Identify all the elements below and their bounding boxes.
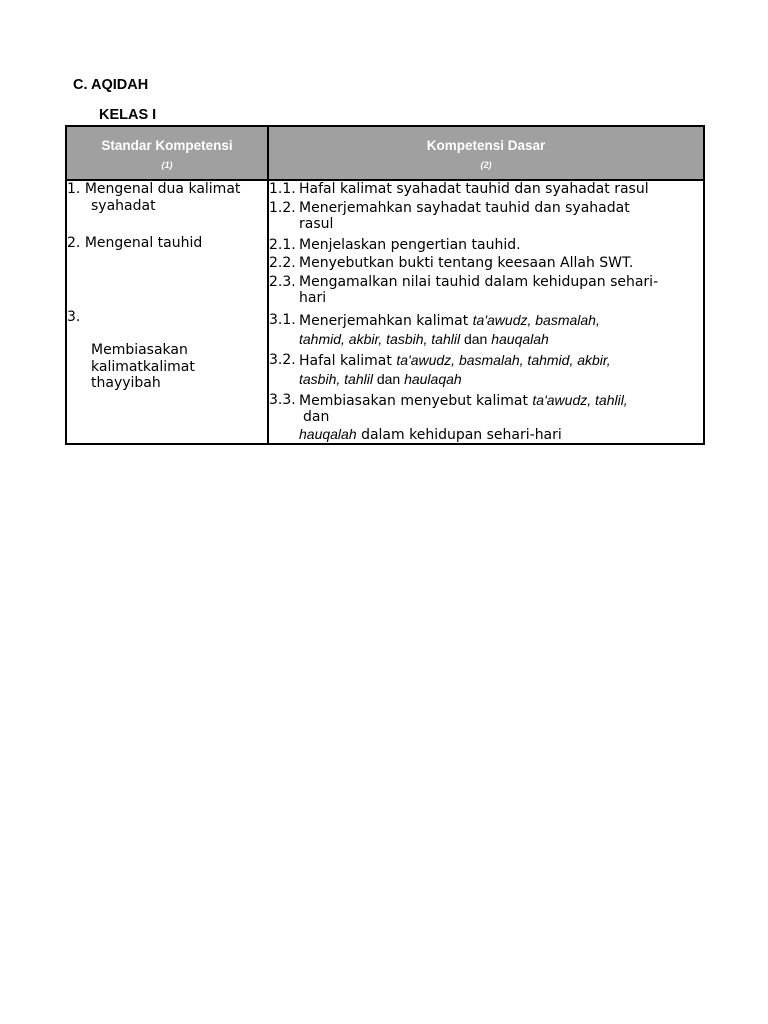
sk-text-cont: syahadat bbox=[91, 197, 156, 214]
kd-item-1-2 bbox=[269, 200, 703, 233]
competency-table bbox=[65, 125, 705, 445]
kd-text: Membiasakan menyebut kalimat ta'awudz, tahlil, bbox=[299, 391, 628, 409]
kd-text: Hafal kalimat syahadat tauhid dan syahadat rasul bbox=[299, 181, 649, 197]
kd-item-2-3 bbox=[269, 274, 703, 307]
kompetensi-dasar-cell bbox=[268, 180, 704, 444]
kd-text-cont: hari bbox=[299, 290, 327, 306]
kd-num: 3.3. bbox=[269, 391, 296, 408]
kd-text: Hafal kalimat ta'awudz, basmalah, tahmid, akbir, bbox=[299, 351, 611, 369]
kd-text-cont: dan bbox=[303, 409, 330, 425]
sk-num: 1. bbox=[67, 181, 81, 197]
kd-num: 3.2. bbox=[269, 351, 296, 368]
sk-text: Membiasakan bbox=[91, 342, 188, 358]
kd-item-1-1 bbox=[269, 181, 703, 198]
kd-text-cont: tasbih, tahlil dan haulaqah bbox=[299, 371, 462, 387]
sk-text-cont: kalimatkalimat bbox=[91, 358, 195, 375]
sk-text: Mengenal tauhid bbox=[84, 235, 203, 251]
kd-text-cont: rasul bbox=[299, 216, 334, 232]
kd-text: Menyebutkan bukti tentang keesaan Allah SWT. bbox=[299, 255, 634, 271]
sk-item-2 bbox=[67, 235, 267, 252]
sk-text-cont: thayyibah bbox=[91, 375, 161, 391]
kd-num: 2.1. bbox=[269, 236, 296, 253]
kd-num: 3.1. bbox=[269, 311, 296, 328]
header-standar-kompetensi bbox=[66, 126, 268, 180]
section-title: C. AQIDAH bbox=[73, 77, 149, 93]
sk-num: 2. bbox=[67, 235, 81, 251]
kd-item-3-2 bbox=[269, 352, 703, 388]
kd-text: Menerjemahkan kalimat ta'awudz, basmalah, bbox=[299, 311, 600, 329]
kd-text-cont: tahmid, akbir, tasbih, tahlil dan hauqalah bbox=[299, 331, 549, 347]
table-row bbox=[66, 180, 704, 444]
sk-num: 3. bbox=[67, 308, 81, 325]
sk-item-1 bbox=[67, 181, 267, 214]
kd-num: 2.2. bbox=[269, 255, 296, 271]
sk-text: Mengenal dua kalimat bbox=[84, 181, 241, 197]
kd-item-3-1 bbox=[269, 312, 703, 348]
standar-kompetensi-cell bbox=[66, 180, 268, 444]
sk-item-3 bbox=[67, 309, 267, 392]
header-right-number: (2) bbox=[480, 160, 492, 170]
kd-num: 1.2. bbox=[269, 199, 296, 216]
kd-num: 1.1. bbox=[269, 181, 296, 197]
kd-text: Mengamalkan nilai tauhid dalam kehidupan sehari- bbox=[299, 273, 659, 290]
kd-num: 2.3. bbox=[269, 273, 296, 290]
header-left-title: Standar Kompetensi bbox=[101, 138, 233, 153]
kd-item-2-2 bbox=[269, 255, 703, 272]
header-right-title: Kompetensi Dasar bbox=[426, 138, 546, 153]
class-title: KELAS I bbox=[99, 107, 157, 123]
kd-text: Menerjemahkan sayhadat tauhid dan syahadat bbox=[299, 199, 630, 216]
header-kompetensi-dasar bbox=[268, 126, 704, 180]
kd-text: Menjelaskan pengertian tauhid. bbox=[299, 236, 521, 253]
table-header-row bbox=[66, 126, 704, 180]
kd-item-2-1 bbox=[269, 237, 703, 254]
kd-item-3-3 bbox=[269, 392, 703, 444]
kd-text-cont: hauqalah dalam kehidupan sehari-hari bbox=[299, 425, 562, 443]
header-left-number: (1) bbox=[161, 160, 173, 170]
